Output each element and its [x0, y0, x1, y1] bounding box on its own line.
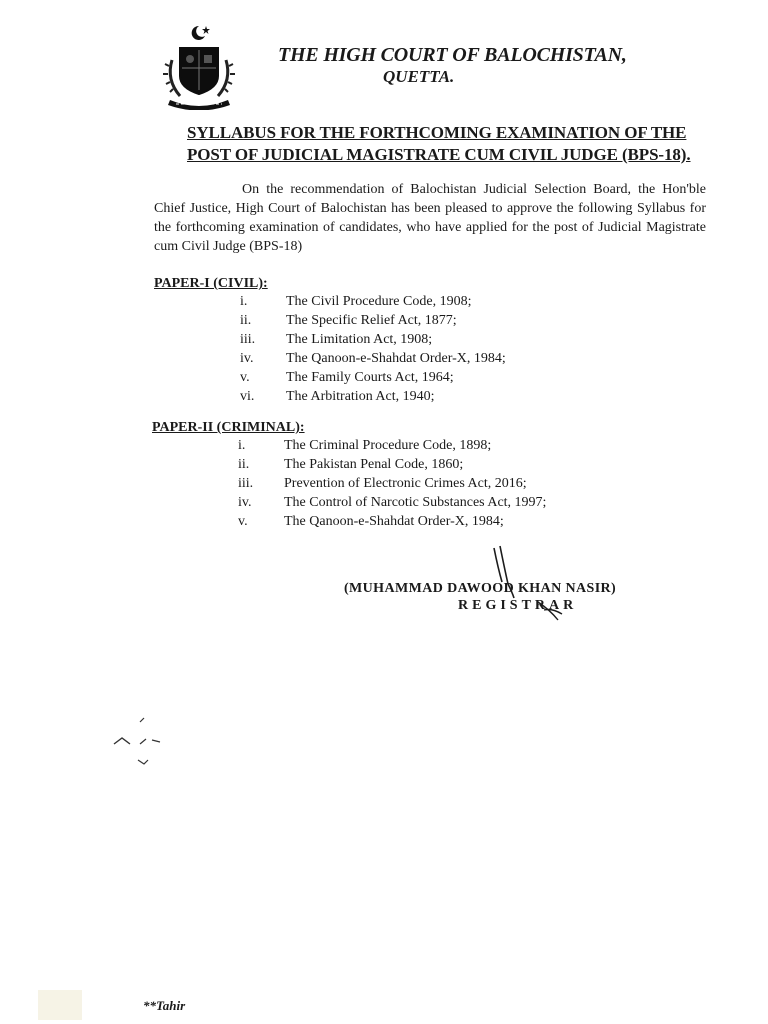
item-number: i. [240, 294, 248, 309]
paper-2-title: PAPER-II (CRIMINAL): [152, 420, 305, 435]
pakistan-state-emblem-icon [158, 22, 240, 110]
item-number: v. [238, 514, 248, 529]
item-number: i. [238, 438, 246, 453]
pen-marks [108, 708, 178, 778]
item-number: iv. [240, 351, 254, 366]
item-number: iii. [238, 476, 254, 491]
item-text: The Arbitration Act, 1940; [286, 389, 435, 404]
item-number: vi. [240, 389, 255, 404]
item-number: ii. [238, 457, 250, 472]
item-text: Prevention of Electronic Crimes Act, 2016; [284, 476, 527, 491]
item-number: iii. [240, 332, 256, 347]
item-text: The Qanoon-e-Shahdat Order-X, 1984; [284, 514, 504, 529]
signatory-name: (MUHAMMAD DAWOOD KHAN NASIR) [344, 581, 617, 596]
item-text: The Family Courts Act, 1964; [286, 370, 454, 385]
item-text: The Pakistan Penal Code, 1860; [284, 457, 464, 472]
item-number: iv. [238, 495, 252, 510]
item-text: The Control of Narcotic Substances Act, 1997; [284, 495, 547, 510]
item-text: The Qanoon-e-Shahdat Order-X, 1984; [286, 351, 506, 366]
item-text: The Specific Relief Act, 1877; [286, 313, 457, 328]
paper-stain [38, 990, 82, 1020]
paper-1-title: PAPER-I (CIVIL): [154, 276, 268, 291]
item-text: The Criminal Procedure Code, 1898; [284, 438, 492, 453]
syllabus-heading-line-2: POST OF JUDICIAL MAGISTRATE CUM CIVIL JUDGE (BPS-18). [187, 145, 691, 164]
footer-note: **Tahir [143, 998, 186, 1013]
intro-text: On the recommendation of Balochistan Judicial Selection Board, the Hon'ble Chief Justice, High Court of Balochistan has been pleased to approve the following Syllabus for the forthcoming examination of candidates, who have applied for the post of Judicial Magistrate cum Civil Judge (BPS-18) [154, 182, 706, 254]
item-text: The Limitation Act, 1908; [286, 332, 433, 347]
court-name: THE HIGH COURT OF BALOCHISTAN, [278, 44, 627, 66]
intro-paragraph [154, 180, 706, 256]
item-text: The Civil Procedure Code, 1908; [286, 294, 472, 309]
signatory-title: REGISTRAR [458, 598, 578, 613]
item-number: v. [240, 370, 250, 385]
court-city: QUETTA. [383, 67, 455, 86]
syllabus-heading-line-1: SYLLABUS FOR THE FORTHCOMING EXAMINATION OF THE [187, 123, 687, 142]
item-number: ii. [240, 313, 252, 328]
